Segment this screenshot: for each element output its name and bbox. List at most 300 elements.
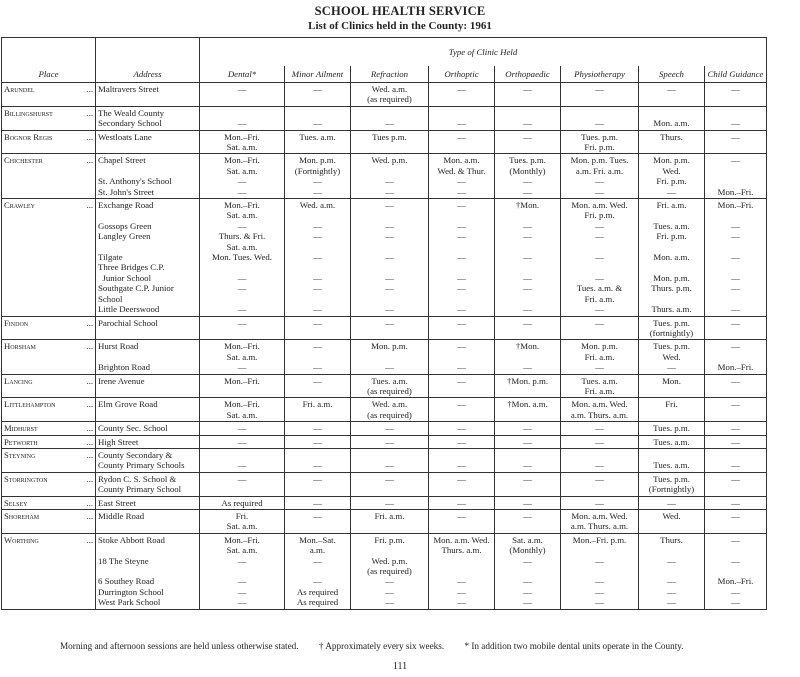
schedule-line: Mon.–Fri. (224, 155, 260, 166)
schedule-line: — (385, 436, 394, 447)
schedule-line (563, 108, 636, 118)
leader-dots: ... (86, 511, 93, 521)
place-cell (2, 106, 96, 130)
schedule-cell (495, 496, 561, 509)
schedule-cell (705, 435, 767, 448)
schedule-cell (351, 316, 429, 340)
place-cell (2, 422, 96, 435)
schedule-line: — (237, 460, 247, 471)
leader-dots: ... (86, 84, 93, 94)
footnotes (60, 641, 800, 651)
schedule-cell (639, 398, 705, 422)
schedule-cell (495, 316, 561, 340)
schedule-line: †Mon. p.m. (506, 375, 549, 386)
schedule-line: — (667, 597, 676, 608)
schedule-line: Mon. Tues. Wed. (212, 252, 272, 263)
schedule-cell (495, 398, 561, 422)
schedule-cell (561, 422, 639, 435)
schedule-line (497, 450, 558, 460)
schedule-line: a.m. (309, 545, 326, 556)
schedule-cell (200, 496, 285, 509)
schedule-line (563, 545, 636, 555)
schedule-line: — (457, 176, 466, 187)
schedule-line: — (237, 555, 247, 566)
schedule-cell (561, 374, 639, 398)
schedule-line: — (313, 231, 322, 242)
place-cell (2, 510, 96, 534)
place-name: Midhurst (4, 423, 38, 434)
schedule-line: — (313, 375, 322, 386)
schedule-cell (429, 533, 495, 609)
schedule-line: — (667, 555, 676, 566)
schedule-line: — (595, 231, 604, 242)
schedule-line (431, 210, 492, 220)
schedule-cell (351, 340, 429, 374)
address-line: Secondary School (98, 118, 162, 129)
place-name: Selsey (4, 497, 28, 508)
schedule-cell (639, 83, 705, 107)
schedule-line: — (457, 597, 466, 608)
schedule-cell (561, 316, 639, 340)
schedule-cell (351, 533, 429, 609)
schedule-line: — (385, 186, 394, 197)
schedule-line (707, 242, 764, 252)
schedule-line: (as required) (367, 566, 412, 577)
schedule-line: — (731, 586, 740, 597)
address-line: School (98, 293, 123, 304)
place-cell (2, 472, 96, 496)
schedule-cell (705, 472, 767, 496)
schedule-line: Thurs. a.m. (651, 304, 692, 315)
schedule-line (353, 545, 426, 555)
address-cell (96, 435, 200, 448)
schedule-line: †Mon. (515, 200, 540, 211)
schedule-line: Tues p.m. (372, 131, 407, 142)
schedule-line: — (731, 497, 740, 508)
schedule-cell (561, 510, 639, 534)
schedule-cell (285, 448, 351, 472)
schedule-line (202, 294, 282, 304)
schedule-line (287, 262, 348, 272)
schedule-line: — (457, 341, 466, 352)
schedule-line: — (595, 555, 604, 566)
schedule-line: Mon. p.m. (299, 155, 336, 166)
place-cell (2, 154, 96, 199)
schedule-line (707, 294, 764, 304)
schedule-line: Mon.–Fri. (224, 399, 260, 410)
schedule-line: — (313, 176, 322, 187)
schedule-line: — (667, 576, 676, 587)
schedule-cell (495, 435, 561, 448)
schedule-line: Wed. p.m. (371, 555, 408, 566)
schedule-line: Tues. p.m. (653, 317, 690, 328)
schedule-cell (200, 130, 285, 154)
schedule-line: Tues. a.m. (653, 220, 690, 231)
schedule-cell (561, 533, 639, 609)
schedule-line: (as required) (367, 385, 412, 396)
schedule-line (497, 242, 558, 252)
schedule-line: As required (221, 497, 263, 508)
table-row (2, 83, 767, 107)
schedule-line: — (385, 252, 394, 263)
schedule-line: Mon. a.m. Wed. (571, 200, 628, 211)
schedule-line: — (595, 317, 604, 328)
schedule-cell (285, 496, 351, 509)
schedule-cell (639, 374, 705, 398)
header-type-of-clinic: Type of Clinic Held (200, 38, 767, 67)
schedule-line: — (667, 362, 676, 373)
footnote-sessions: Morning and afternoon sessions are held unless otherwise stated. (60, 641, 299, 651)
schedule-line (353, 262, 426, 272)
schedule-cell (639, 199, 705, 316)
schedule-line: — (595, 220, 604, 231)
schedule-line: As required (296, 586, 339, 597)
schedule-line: — (457, 362, 466, 373)
schedule-line: — (595, 497, 604, 508)
table-row (2, 398, 767, 422)
place-name: Worthing (4, 534, 39, 545)
schedule-line: — (313, 473, 322, 484)
address-line: Gossops Green (98, 220, 152, 231)
schedule-line: — (237, 362, 247, 373)
schedule-line: Wed. a.m. (299, 200, 336, 211)
place-name: Crawley (4, 200, 35, 211)
schedule-line: — (457, 220, 466, 231)
leader-dots: ... (86, 534, 93, 545)
schedule-line: Mon.–Fri. (717, 200, 754, 211)
place-cell (2, 374, 96, 398)
schedule-cell (200, 472, 285, 496)
schedule-line: (as required) (367, 94, 412, 105)
schedule-cell (495, 83, 561, 107)
place-cell (2, 316, 96, 340)
schedule-cell (429, 106, 495, 130)
schedule-line (431, 294, 492, 304)
leader-dots: ... (86, 131, 93, 142)
schedule-cell (285, 340, 351, 374)
address-line: Junior School (98, 272, 152, 283)
schedule-cell (495, 106, 561, 130)
schedule-cell (495, 154, 561, 199)
address-line: Brighton Road (98, 362, 151, 373)
schedule-line (353, 294, 426, 304)
schedule-line: — (457, 423, 466, 434)
schedule-line: Thurs. (660, 131, 683, 142)
schedule-line: Tues. a.m. & (576, 283, 623, 294)
schedule-line: — (731, 511, 740, 521)
schedule-line: — (237, 597, 247, 608)
schedule-cell (429, 448, 495, 472)
schedule-line: — (385, 118, 394, 129)
schedule-line (641, 242, 702, 252)
schedule-cell (561, 496, 639, 509)
address-cell (96, 510, 200, 534)
address-cell (96, 154, 200, 199)
schedule-line: — (385, 231, 394, 242)
schedule-line: Mon. p.m. (653, 155, 690, 166)
schedule-line: — (385, 460, 394, 471)
schedule-line: — (731, 555, 740, 566)
address-line: Southgate C.P. Junior (98, 283, 174, 294)
schedule-cell (429, 340, 495, 374)
schedule-line: — (457, 131, 466, 142)
schedule-cell (639, 448, 705, 472)
schedule-cell (351, 199, 429, 316)
schedule-line: — (523, 176, 532, 187)
table-row (2, 316, 767, 340)
address-line: Three Bridges C.P. (98, 262, 165, 273)
schedule-cell (200, 199, 285, 316)
schedule-line: — (313, 84, 322, 94)
schedule-line: a.m. Fri. a.m. (575, 165, 624, 176)
schedule-line (707, 176, 764, 186)
schedule-line: — (731, 272, 740, 283)
schedule-cell (639, 533, 705, 609)
schedule-line: — (523, 317, 532, 328)
schedule-cell (561, 130, 639, 154)
address-line: County Primary Schools (98, 460, 185, 471)
schedule-cell (561, 199, 639, 316)
schedule-cell (200, 422, 285, 435)
schedule-cell (495, 340, 561, 374)
schedule-line: — (385, 576, 394, 587)
schedule-line: — (523, 576, 532, 587)
address-line: Tilgate (98, 252, 123, 263)
schedule-line: Fri. p.m. (584, 142, 615, 153)
schedule-line (287, 210, 348, 220)
schedule-cell (200, 510, 285, 534)
schedule-cell (429, 422, 495, 435)
address-line: Durrington School (98, 586, 164, 597)
schedule-line: — (457, 200, 466, 211)
schedule-line: — (457, 317, 466, 328)
address-line: Langley Green (98, 231, 151, 242)
schedule-cell (351, 374, 429, 398)
schedule-line: Wed. (662, 351, 681, 362)
schedule-cell (285, 316, 351, 340)
schedule-line: — (595, 84, 604, 94)
schedule-cell (351, 422, 429, 435)
place-cell (2, 435, 96, 448)
schedule-cell (429, 130, 495, 154)
schedule-line: — (237, 118, 247, 129)
footnote-approx: † Approximately every six weeks. (318, 641, 445, 651)
place-name: Chichester (4, 155, 43, 166)
schedule-line: — (595, 272, 604, 283)
schedule-line: — (457, 576, 466, 587)
schedule-cell (351, 496, 429, 509)
schedule-cell (351, 398, 429, 422)
schedule-cell (639, 340, 705, 374)
schedule-line: — (595, 252, 604, 263)
schedule-cell (429, 83, 495, 107)
schedule-line: Sat. a.m. (512, 534, 543, 545)
schedule-cell (285, 374, 351, 398)
schedule-line: — (313, 220, 322, 231)
schedule-line (563, 262, 636, 272)
place-cell (2, 83, 96, 107)
schedule-line: Fri. a.m. (302, 399, 333, 410)
schedule-line: Mon.–Fri. p.m. (572, 534, 627, 545)
place-cell (2, 496, 96, 509)
schedule-cell (705, 154, 767, 199)
schedule-line: — (457, 460, 466, 471)
schedule-cell (285, 154, 351, 199)
schedule-cell (705, 448, 767, 472)
schedule-line: — (731, 436, 740, 447)
schedule-line: Sat. a.m. (226, 165, 258, 176)
place-cell (2, 533, 96, 609)
schedule-line: — (385, 497, 394, 508)
schedule-line: — (523, 362, 532, 373)
table-row (2, 422, 767, 435)
leader-dots: ... (86, 341, 93, 352)
schedule-cell (285, 130, 351, 154)
schedule-line (287, 294, 348, 304)
leader-dots: ... (86, 107, 93, 118)
schedule-line: (Fortnightly) (294, 165, 341, 176)
schedule-line: Mon.–Fri. (717, 576, 754, 587)
schedule-cell (561, 472, 639, 496)
schedule-line: — (731, 220, 740, 231)
schedule-line: — (313, 317, 322, 328)
place-name: Storrington (4, 473, 48, 484)
schedule-line: — (731, 341, 740, 352)
schedule-line (563, 566, 636, 576)
schedule-line: Tues. a.m. (299, 131, 336, 142)
schedule-line: — (237, 186, 247, 197)
schedule-line: — (385, 586, 394, 597)
schedule-line: — (385, 220, 394, 231)
schedule-line (431, 450, 492, 460)
schedule-cell (705, 316, 767, 340)
schedule-line: — (595, 586, 604, 597)
schedule-cell (200, 106, 285, 130)
schedule-line: — (595, 460, 604, 471)
schedule-line: — (237, 576, 247, 587)
header-clinic-type: Orthopaedic (495, 66, 561, 83)
schedule-line (202, 450, 282, 460)
header-clinic-type: Speech (639, 66, 705, 83)
address-line: The Weald County (98, 107, 165, 118)
schedule-cell (639, 130, 705, 154)
schedule-line: Mon. a.m. Wed. (433, 534, 490, 545)
table-row (2, 533, 767, 609)
schedule-line: — (523, 186, 532, 197)
schedule-line: Wed. a.m. (371, 84, 408, 94)
address-line: 18 The Steyne (98, 555, 149, 566)
schedule-cell (200, 83, 285, 107)
schedule-cell (351, 435, 429, 448)
place-name: Horsham (4, 341, 36, 352)
schedule-line: — (313, 362, 322, 373)
schedule-cell (639, 106, 705, 130)
schedule-line (353, 242, 426, 252)
schedule-line: — (523, 586, 532, 597)
schedule-line: Fri. a.m. (584, 293, 615, 304)
schedule-line: Thurs. & Fri. (218, 231, 266, 242)
schedule-line: — (667, 586, 676, 597)
schedule-line: Mon. p.m. Tues. (570, 155, 629, 166)
address-line (98, 166, 197, 176)
address-line: Exchange Road (98, 200, 154, 211)
schedule-line: — (595, 597, 604, 608)
schedule-line (353, 108, 426, 118)
schedule-line: — (595, 118, 604, 129)
schedule-cell (351, 106, 429, 130)
address-line: High Street (98, 436, 139, 447)
schedule-line (202, 108, 282, 118)
schedule-line: †Mon. (515, 341, 540, 352)
schedule-cell (351, 510, 429, 534)
place-name: Billingshurst (4, 107, 53, 118)
schedule-line (707, 450, 764, 460)
schedule-cell (200, 340, 285, 374)
schedule-line: — (457, 399, 466, 410)
schedule-line: Tues. p.m. (653, 473, 690, 484)
schedule-cell (495, 130, 561, 154)
table-row (2, 106, 767, 130)
schedule-line: Wed. (662, 511, 681, 521)
leader-dots: ... (86, 473, 93, 484)
page-number: 111 (392, 661, 408, 672)
address-line: Westloats Lane (98, 131, 152, 142)
place-name: Arundel (4, 84, 35, 94)
schedule-line: — (457, 272, 466, 283)
schedule-line: Tues. p.m. (653, 341, 690, 352)
leader-dots: ... (86, 423, 93, 434)
schedule-line: Wed. a.m. (371, 399, 408, 410)
schedule-cell (285, 472, 351, 496)
schedule-line: — (237, 317, 247, 328)
schedule-line: Mon.–Sat. (299, 534, 336, 545)
schedule-line: Mon. p.m. (653, 272, 690, 283)
schedule-line: — (313, 186, 322, 197)
schedule-line: — (595, 473, 604, 484)
schedule-line: — (595, 186, 604, 197)
leader-dots: ... (86, 436, 93, 447)
schedule-line: — (595, 576, 604, 587)
schedule-line: — (523, 84, 532, 94)
schedule-cell (200, 316, 285, 340)
schedule-cell (351, 83, 429, 107)
address-line: St. John's Street (98, 186, 155, 197)
address-line: East Street (98, 497, 136, 508)
leader-dots: ... (86, 155, 93, 166)
header-clinic-type: Orthoptic (429, 66, 495, 83)
schedule-line: a.m. Thurs. a.m. (570, 409, 629, 420)
schedule-cell (705, 398, 767, 422)
schedule-line: Tues. a.m. (653, 460, 690, 471)
schedule-line: — (731, 155, 740, 166)
schedule-line: Sat. a.m. (226, 142, 258, 153)
schedule-line: Mon.–Fri. (717, 186, 754, 197)
schedule-cell (351, 130, 429, 154)
schedule-line (707, 210, 764, 220)
schedule-line: — (237, 176, 247, 187)
schedule-line: — (667, 84, 676, 94)
schedule-cell (429, 435, 495, 448)
schedule-line: Sat. a.m. (226, 351, 258, 362)
schedule-line: — (523, 511, 532, 521)
schedule-line: — (313, 511, 322, 521)
schedule-cell (200, 398, 285, 422)
header-clinic-type: Minor Ailment (285, 66, 351, 83)
address-cell (96, 448, 200, 472)
schedule-line: Fri. a.m. (584, 385, 615, 396)
schedule-line: Sat. a.m. (226, 409, 258, 420)
schedule-line: — (457, 118, 466, 129)
